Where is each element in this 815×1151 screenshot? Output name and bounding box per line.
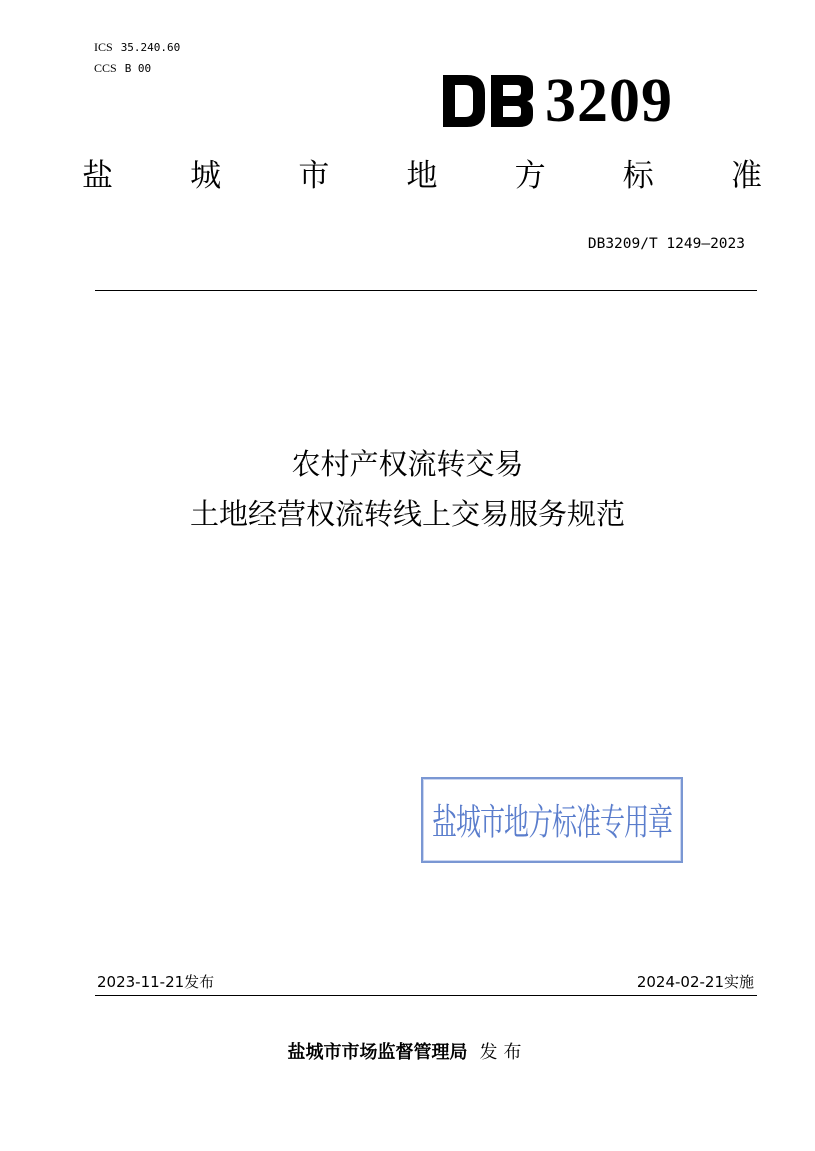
ics-label: ICS (94, 40, 113, 54)
top-divider (95, 290, 757, 291)
document-title-line-2: 土地经营权流转线上交易服务规范 (189, 497, 625, 531)
category-char: 方 (514, 158, 546, 194)
document-title-line-1: 农村产权流转交易 (291, 447, 524, 481)
bottom-divider (95, 995, 757, 996)
db-logo (441, 68, 673, 134)
implementation-date: 2024-02-21实施 (636, 973, 754, 991)
category-char: 标 (622, 158, 654, 194)
ccs-line (94, 61, 151, 76)
category-char: 地 (406, 158, 438, 194)
ccs-label: CCS (94, 61, 117, 75)
db-logo-mark (441, 73, 535, 129)
category-char: 盐 (82, 158, 113, 194)
standard-code: DB3209/T 1249—2023 (587, 236, 745, 252)
official-stamp (421, 777, 683, 863)
ics-line (94, 40, 180, 55)
category-char: 城 (190, 158, 222, 194)
category-char: 市 (298, 158, 330, 194)
issuer-name: 盐城市市场监督管理局 (287, 1042, 468, 1063)
stamp-text: 盐城市地方标准专用章 (431, 801, 672, 844)
issue-date: 2023-11-21发布 (97, 973, 215, 991)
issuing-authority (0, 1038, 815, 1064)
standard-category (82, 156, 762, 196)
issuer-suffix: 发布 (479, 1042, 528, 1063)
db-number: 3209 (545, 67, 673, 135)
ics-value: 35.240.60 (120, 41, 181, 54)
ccs-value: B 00 (124, 62, 152, 75)
category-char: 准 (730, 158, 762, 194)
